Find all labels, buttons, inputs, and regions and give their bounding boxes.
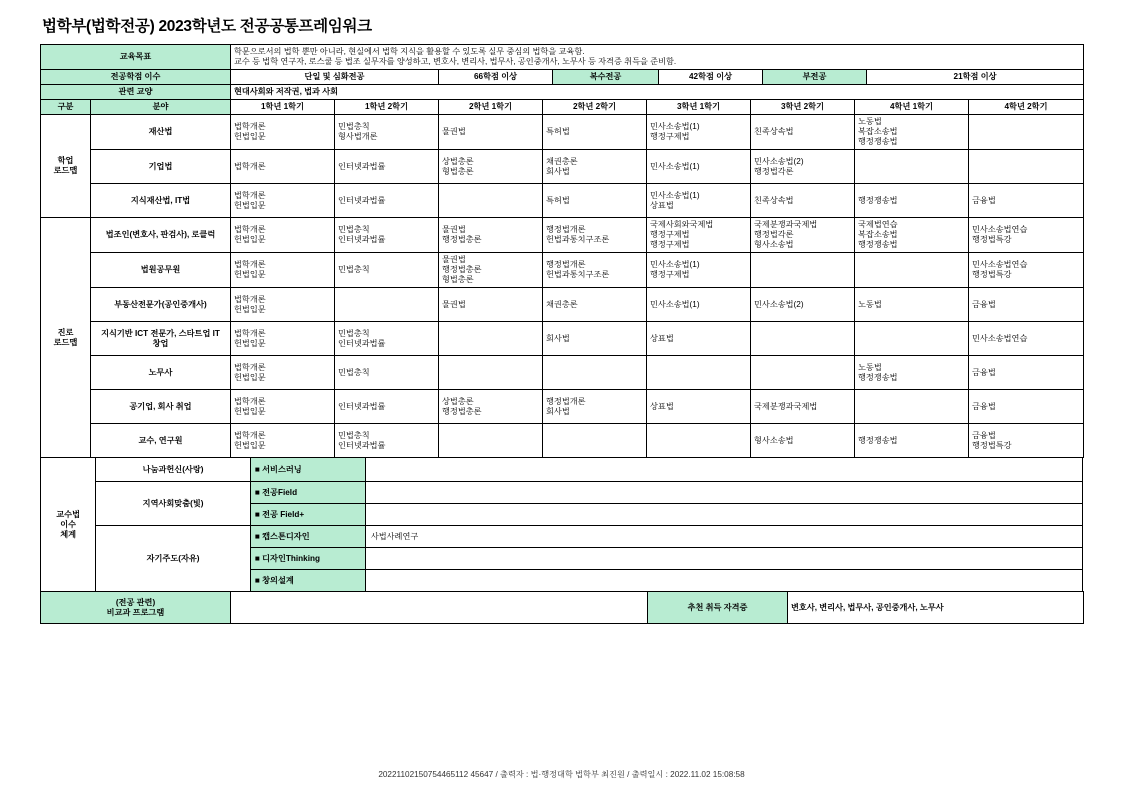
edu-item-label: ■ 전공Field [250, 482, 365, 504]
edu-item-label: ■ 전공 Field+ [250, 504, 365, 526]
course-cell: 상표법 [647, 390, 751, 424]
course-cell: 행정쟁송법 [855, 184, 969, 218]
course-cell [751, 322, 855, 356]
table-row [41, 356, 1084, 390]
edu-item-value [365, 548, 1082, 570]
table-row [41, 424, 1084, 458]
course-cell: 채권총론 회사법 [543, 150, 647, 184]
course-cell: 민법총칙 [335, 356, 439, 390]
column-header-semester-0: 1학년 1학기 [231, 100, 335, 115]
edu-system-label: 교수법 이수 체계 [41, 458, 96, 592]
course-cell: 법학개론 [231, 150, 335, 184]
course-cell: 법학개론 헌법입문 [231, 356, 335, 390]
course-cell: 행정법개론 헌법과통치구조론 [543, 253, 647, 288]
course-cell: 민사소송법연습 행정법특강 [969, 218, 1084, 253]
field-label: 기업법 [91, 150, 231, 184]
course-cell: 행정쟁송법 [855, 424, 969, 458]
course-cell: 민사소송법(1) [647, 150, 751, 184]
course-cell: 민사소송법(1) 행정구제법 [647, 115, 751, 150]
course-cell: 인터넷과법률 [335, 150, 439, 184]
credit-label: 전공학점 이수 [41, 70, 231, 85]
course-cell [647, 424, 751, 458]
credit-row [41, 70, 1084, 85]
edu-category-1: 지역사회맞춤(빛) [96, 482, 251, 526]
course-cell [751, 253, 855, 288]
course-cell [969, 115, 1084, 150]
edu-item-value [365, 458, 1082, 482]
column-header-semester-7: 4학년 2학기 [969, 100, 1084, 115]
credit-1-label: 복수전공 [553, 70, 659, 85]
top-info-table [40, 44, 1084, 100]
course-cell: 국제분쟁과국제법 행정법각론 형사소송법 [751, 218, 855, 253]
course-cell: 민법총칙 인터넷과법률 [335, 322, 439, 356]
course-cell: 물권법 행정법총론 [439, 218, 543, 253]
course-cell: 금융법 [969, 288, 1084, 322]
course-cell: 금융법 행정법특강 [969, 424, 1084, 458]
field-label: 지식기반 ICT 전문가, 스타트업 IT 창업 [91, 322, 231, 356]
course-cell [335, 288, 439, 322]
course-cell: 민사소송법(2) [751, 288, 855, 322]
field-label: 법조인(변호사, 판검사), 로클럭 [91, 218, 231, 253]
course-cell [439, 356, 543, 390]
edu-row [41, 526, 1083, 548]
field-label: 법원공무원 [91, 253, 231, 288]
edu-item-label: ■ 서비스러닝 [250, 458, 365, 482]
certificate-value: 변호사, 변리사, 법무사, 공인중개사, 노무사 [788, 592, 1084, 624]
course-cell: 민사소송법(1) 상표법 [647, 184, 751, 218]
course-cell [855, 150, 969, 184]
course-cell: 금융법 [969, 390, 1084, 424]
roadmap-table [40, 99, 1084, 458]
liberal-label: 관련 교양 [41, 85, 231, 100]
field-label: 재산법 [91, 115, 231, 150]
course-cell [855, 322, 969, 356]
course-cell: 인터넷과법률 [335, 390, 439, 424]
goal-text [231, 45, 1084, 70]
course-cell: 상법총론 행정법총론 [439, 390, 543, 424]
course-cell: 법학개론 헌법입문 [231, 253, 335, 288]
course-cell [647, 356, 751, 390]
edu-item-value: 사법사례연구 [365, 526, 1082, 548]
field-label: 지식재산법, IT법 [91, 184, 231, 218]
course-cell: 민사소송법(1) [647, 288, 751, 322]
course-cell: 친족상속법 [751, 115, 855, 150]
edu-category-0: 나눔과헌신(사랑) [96, 458, 251, 482]
credit-2-label: 부전공 [763, 70, 867, 85]
edu-system-table [40, 457, 1083, 592]
field-label: 부동산전문가(공인중개사) [91, 288, 231, 322]
course-cell: 상표법 [647, 322, 751, 356]
course-cell: 법학개론 헌법입문 [231, 390, 335, 424]
course-cell [543, 424, 647, 458]
field-label: 교수, 연구원 [91, 424, 231, 458]
noncurricular-value [231, 592, 648, 624]
edu-row [41, 458, 1083, 482]
course-cell [439, 184, 543, 218]
column-header-field: 분야 [91, 100, 231, 115]
course-cell: 국제분쟁과국제법 [751, 390, 855, 424]
course-cell: 법학개론 헌법입문 [231, 184, 335, 218]
course-cell: 법학개론 헌법입문 [231, 322, 335, 356]
table-row [41, 322, 1084, 356]
course-cell: 민법총칙 인터넷과법률 [335, 218, 439, 253]
credit-0-label: 단일 및 심화전공 [231, 70, 439, 85]
edu-item-value [365, 504, 1082, 526]
course-cell: 민법총칙 인터넷과법률 [335, 424, 439, 458]
course-cell: 법학개론 헌법입문 [231, 424, 335, 458]
edu-item-value [365, 570, 1082, 592]
course-cell: 국제법연습 복잡소송법 행정쟁송법 [855, 218, 969, 253]
course-cell: 물권법 [439, 115, 543, 150]
table-row [41, 253, 1084, 288]
edu-row [41, 482, 1083, 504]
noncurricular-label [41, 592, 231, 624]
course-cell: 회사법 [543, 322, 647, 356]
course-cell: 민법총칙 [335, 253, 439, 288]
course-cell: 상법총론 형법총론 [439, 150, 543, 184]
course-cell: 물권법 행정법총론 형법총론 [439, 253, 543, 288]
course-cell: 법학개론 헌법입문 [231, 288, 335, 322]
course-cell: 민사소송법(1) 행정구제법 [647, 253, 751, 288]
goal-label: 교육목표 [41, 45, 231, 70]
page-title: 법학부(법학전공) 2023학년도 전공공통프레임워크 [42, 18, 372, 35]
column-header-semester-3: 2학년 2학기 [543, 100, 647, 115]
course-cell: 민사소송법(2) 행정법각론 [751, 150, 855, 184]
course-cell: 특허법 [543, 184, 647, 218]
course-cell: 민사소송법연습 행정법특강 [969, 253, 1084, 288]
goal-text-line2: 교수 등 법학 연구자, 로스쿨 등 법조 실무자를 양성하고, 변호사, 변리사, 법무사, 공인중개사, 노무사 등 자격증 취득을 준비함. [234, 57, 677, 66]
course-cell [855, 253, 969, 288]
bottom-table [40, 591, 1084, 624]
course-cell [543, 356, 647, 390]
bottom-row [41, 592, 1084, 624]
course-cell: 민법총칙 형사법개론 [335, 115, 439, 150]
table-row [41, 390, 1084, 424]
goal-row [41, 45, 1084, 70]
group-label-0: 학업 로드맵 [41, 115, 91, 218]
course-cell: 형사소송법 [751, 424, 855, 458]
edu-item-label: ■ 캡스톤디자인 [250, 526, 365, 548]
course-cell [751, 356, 855, 390]
course-cell: 법학개론 헌법입문 [231, 218, 335, 253]
edu-item-label: ■ 디자인Thinking [250, 548, 365, 570]
table-row [41, 218, 1084, 253]
credit-1-value: 42학점 이상 [659, 70, 763, 85]
footer-text: 20221102150754465112 45647 / 출력자 : 법·행정대학 법학부 최진원 / 출력일시 : 2022.11.02 15:08:58 [378, 770, 745, 779]
course-cell: 노동법 행정쟁송법 [855, 356, 969, 390]
course-cell: 노동법 [855, 288, 969, 322]
goal-text-line1: 학문으로서의 법학 뿐만 아니라, 현실에서 법학 지식을 활용할 수 있도록 실무 중심의 법학을 교육함. [234, 47, 585, 56]
field-label: 공기업, 회사 취업 [91, 390, 231, 424]
course-cell: 특허법 [543, 115, 647, 150]
column-header-semester-2: 2학년 1학기 [439, 100, 543, 115]
course-cell: 인터넷과법률 [335, 184, 439, 218]
column-header-semester-4: 3학년 1학기 [647, 100, 751, 115]
course-cell [969, 150, 1084, 184]
credit-0-value: 66학점 이상 [439, 70, 553, 85]
table-row [41, 115, 1084, 150]
edu-item-value [365, 482, 1082, 504]
course-cell: 노동법 복잡소송법 행정쟁송법 [855, 115, 969, 150]
course-cell: 채권총론 [543, 288, 647, 322]
course-cell: 국제사회와국제법 행정구제법 행정구제법 [647, 218, 751, 253]
course-cell: 친족상속법 [751, 184, 855, 218]
liberal-value: 현대사회와 저작권, 법과 사회 [231, 85, 1084, 100]
certificate-label: 추천 취득 자격증 [648, 592, 788, 624]
edu-category-2: 자기주도(자유) [96, 526, 251, 592]
course-cell: 민사소송법연습 [969, 322, 1084, 356]
course-cell: 법학개론 헌법입문 [231, 115, 335, 150]
course-cell: 행정법개론 헌법과통치구조론 [543, 218, 647, 253]
noncurricular-label-line2: 비교과 프로그램 [106, 607, 165, 617]
roadmap-header-row [41, 100, 1084, 115]
course-cell: 금융법 [969, 184, 1084, 218]
column-header-semester-5: 3학년 2학기 [751, 100, 855, 115]
course-cell: 금융법 [969, 356, 1084, 390]
course-cell: 물권법 [439, 288, 543, 322]
table-row [41, 150, 1084, 184]
edu-item-label: ■ 창의설계 [250, 570, 365, 592]
course-cell [439, 322, 543, 356]
course-cell [855, 390, 969, 424]
group-label-1: 진로 로드맵 [41, 218, 91, 458]
credit-2-value: 21학점 이상 [867, 70, 1084, 85]
column-header-semester-6: 4학년 1학기 [855, 100, 969, 115]
column-header-division: 구분 [41, 100, 91, 115]
liberal-row [41, 85, 1084, 100]
column-header-semester-1: 1학년 2학기 [335, 100, 439, 115]
course-cell [439, 424, 543, 458]
field-label: 노무사 [91, 356, 231, 390]
table-row [41, 184, 1084, 218]
noncurricular-label-line1: (전공 관련) [115, 597, 156, 607]
table-row [41, 288, 1084, 322]
course-cell: 행정법개론 회사법 [543, 390, 647, 424]
